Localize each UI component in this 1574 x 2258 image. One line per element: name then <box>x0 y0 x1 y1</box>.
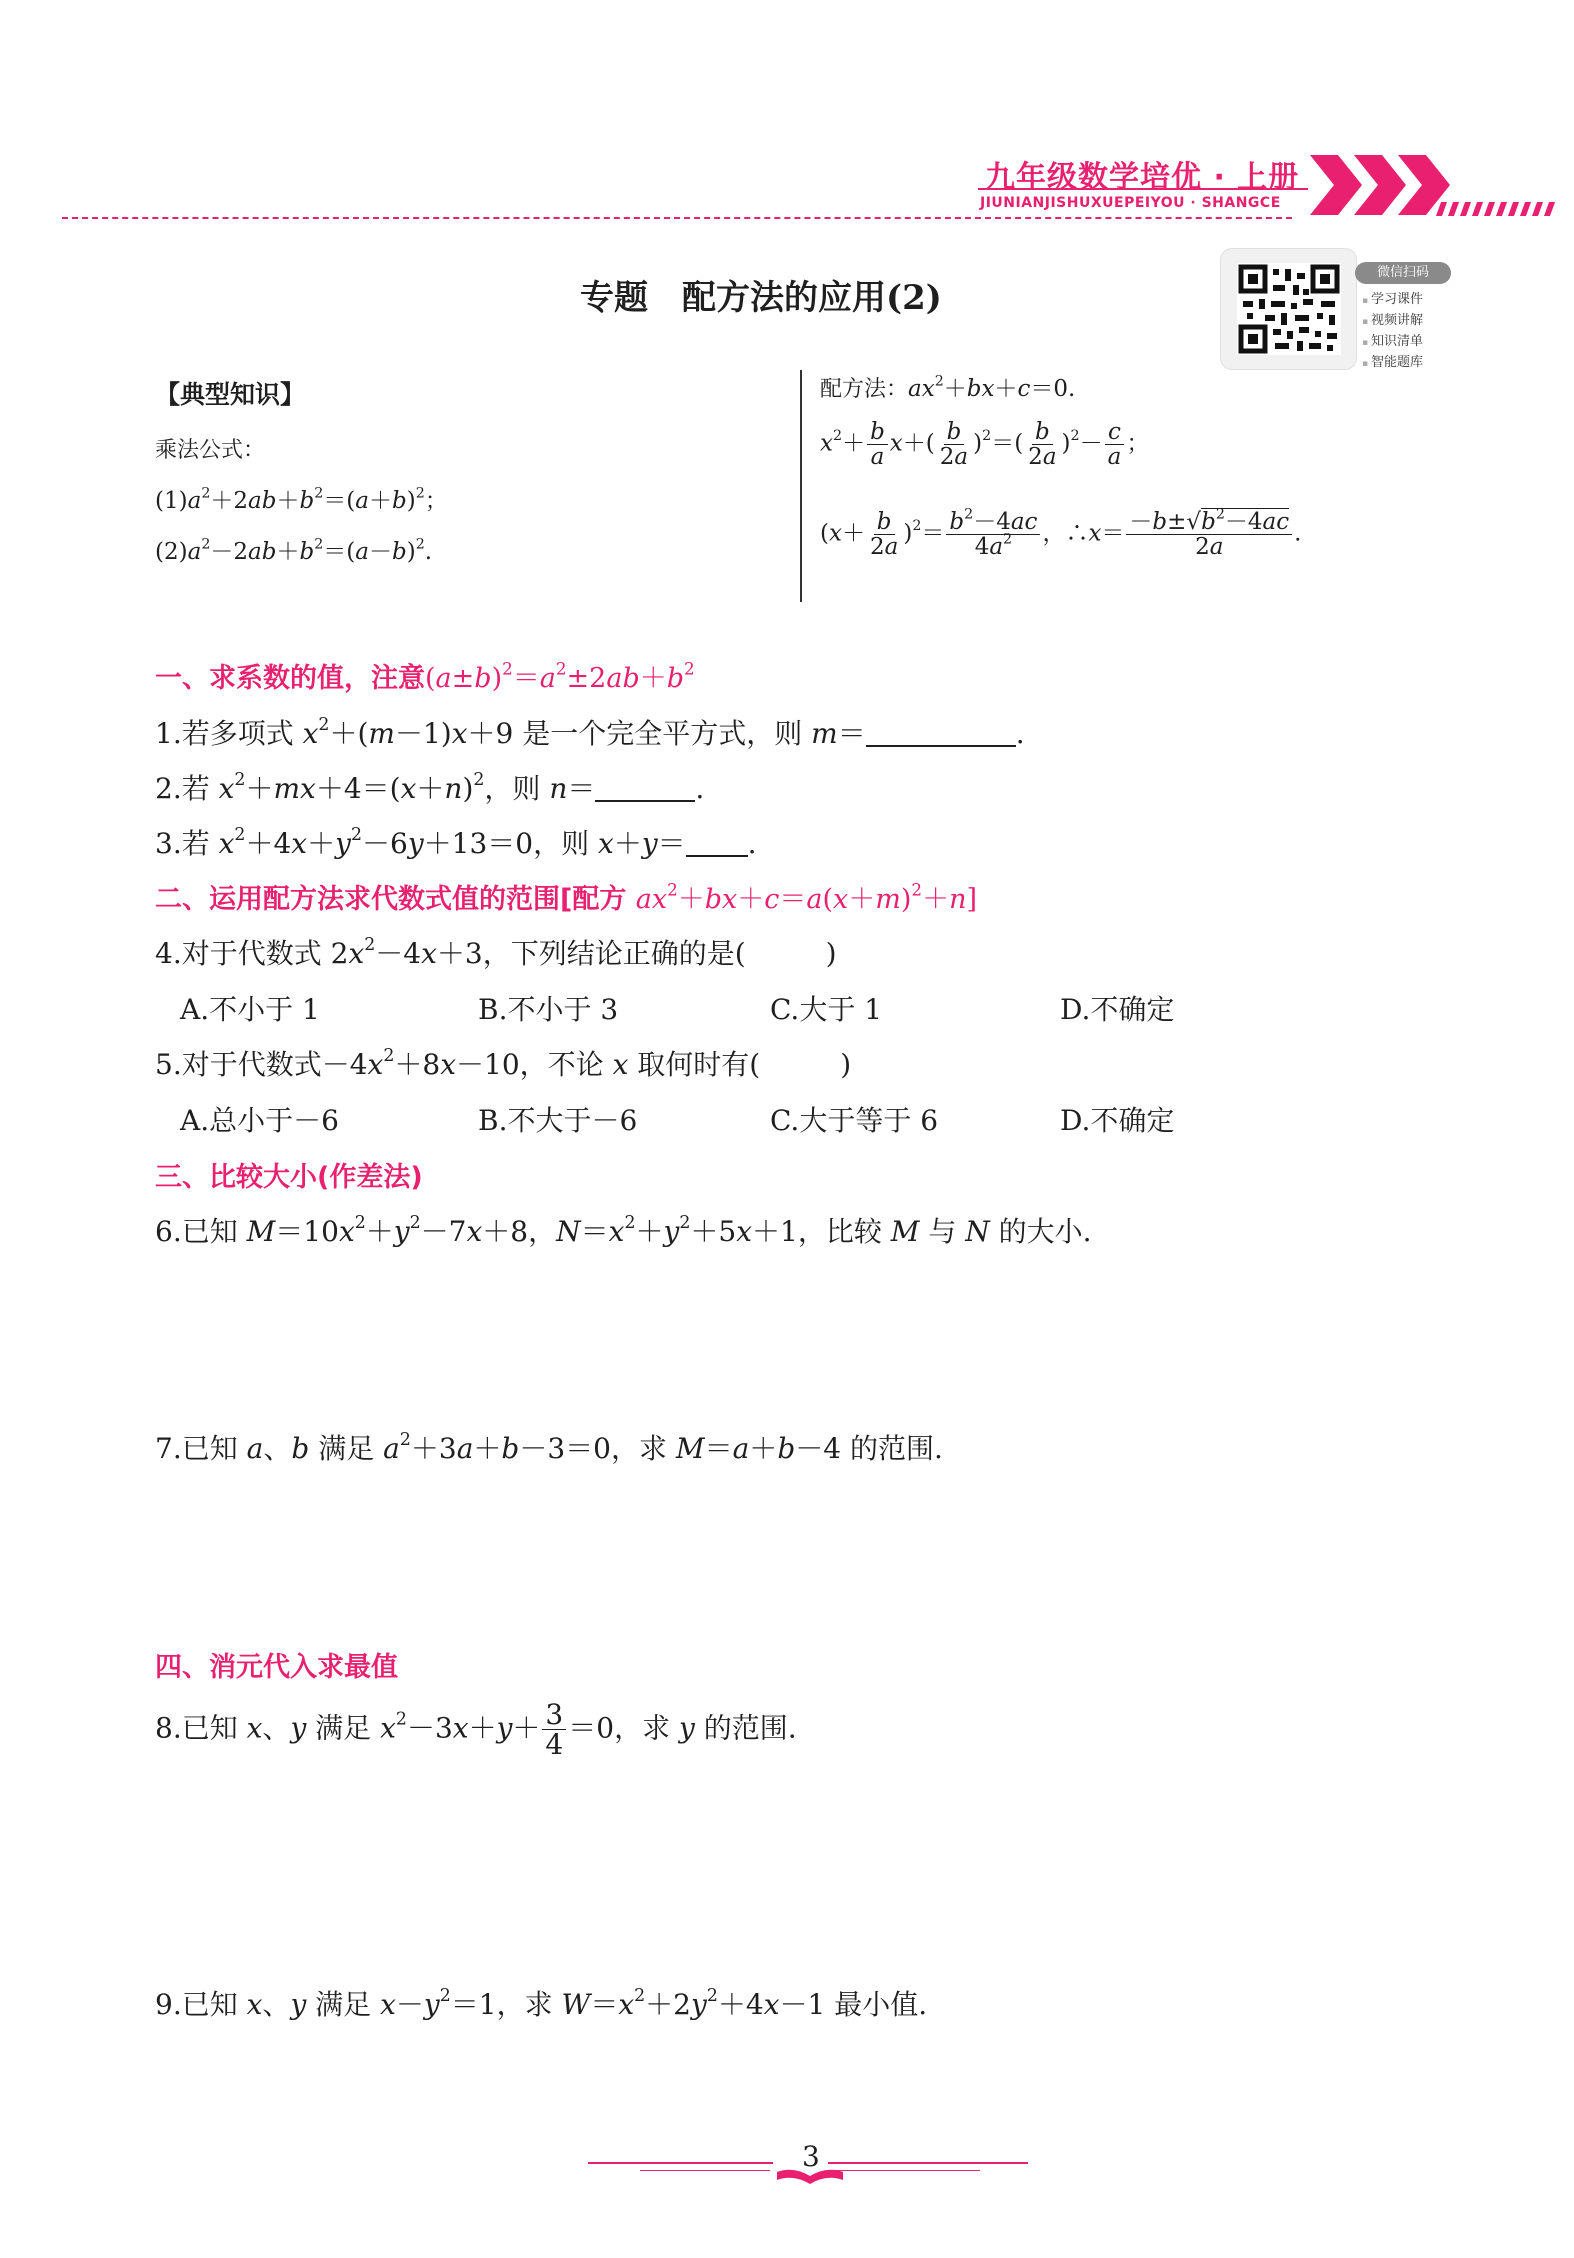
section-2-heading: 二、运用配方法求代数式值的范围[配方 $ax^2+bx+c=a(x+m)^2+n$] <box>155 879 978 915</box>
q8-text-c: ，求 <box>614 1711 671 1745</box>
q5-option-b[interactable]: B.不大于－6 <box>478 1104 638 1137</box>
q7-text-c: ，求 <box>610 1432 667 1465</box>
header-underline <box>978 188 1308 190</box>
qr-item: ▪ 学习课件 <box>1362 290 1423 311</box>
question-5: 5.对于代数式$-4x^2+8x-10$，不论 x 取何时有( ) <box>155 1045 852 1081</box>
multiplication-formulas <box>155 425 448 578</box>
q6-text-a: 6.已知 <box>155 1215 238 1248</box>
question-1: 1.若多项式 $x^2+(m-1)x+9$ 是一个完全平方式，则 m＝ . <box>155 714 1025 750</box>
method-line-2: $x^2+$ $\frac{b}{a}$ x＋( $\frac{b}{2a}$ )$^2$＝( $\frac{b}{2a}$ )$^2$－ $\frac{c}{a}$ ； <box>820 419 1150 471</box>
q4-text-b: ，下列结论正确的是( <box>482 937 746 970</box>
q9-text-c: ，求 <box>496 1988 553 2021</box>
q9-text-a: 9.已知 <box>155 1988 238 2021</box>
section-1-heading: 一、求系数的值，注意$(a\pm b)^2=a^2\pm 2ab+b^2$ <box>155 658 695 694</box>
q3-text-b: ，则 <box>533 827 590 860</box>
header-dashed-line <box>62 217 1292 219</box>
q3-text-a: 3.若 <box>155 827 210 860</box>
q6-text-b: ，比较 <box>797 1215 882 1248</box>
q1-answer-blank[interactable] <box>866 717 1016 747</box>
q4-option-b[interactable]: B.不小于 3 <box>478 993 619 1026</box>
footer-line <box>640 2170 770 2171</box>
formula-2: $(2)a^2-2ab+b^2=(a-b)^2$. <box>155 536 433 565</box>
method-label: 配方法： <box>820 377 909 402</box>
section-4-heading: 四、消元代入求最值 <box>155 1652 398 1683</box>
q5-option-d[interactable]: D.不确定 <box>1060 1104 1175 1137</box>
book-icon <box>775 2166 845 2190</box>
page-title: 专题 配方法的应用(2) <box>580 278 942 318</box>
question-9: 9.已知 x、y 满足 $x-y^2=1$，求 $W=x^2+2y^2+4x-1$ 最小值. <box>155 1985 928 2021</box>
q4-option-d[interactable]: D.不确定 <box>1060 993 1175 1026</box>
q2-text-b: ，则 <box>484 772 541 805</box>
qr-feature-list <box>1362 290 1423 374</box>
q5-option-a[interactable]: A.总小于－6 <box>180 1104 339 1137</box>
question-6: 6.已知 $M=10x^2+y^2-7x+8$，$N=x^2+y^2+5x+1$，比较 M 与 N 的大小. <box>155 1212 1092 1248</box>
qr-item: ▪ 智能题库 <box>1362 353 1423 374</box>
knowledge-heading: 【典型知识】 <box>155 380 306 409</box>
qr-code-frame[interactable] <box>1220 248 1357 370</box>
q5-text-b: ，不论 <box>519 1048 604 1081</box>
q9-text-d: 最小值. <box>834 1988 928 2021</box>
q6-text-c: 与 <box>928 1215 957 1248</box>
section-1-label: 一、求系数的值，注意 <box>155 663 425 694</box>
q4-option-a[interactable]: A.不小于 1 <box>180 993 320 1026</box>
q4-option-c[interactable]: C.大于 1 <box>770 993 883 1026</box>
footer-line <box>830 2170 980 2171</box>
qr-item: ▪ 视频讲解 <box>1362 311 1423 332</box>
q2-answer-blank[interactable] <box>595 772 695 802</box>
question-4: 4.对于代数式 $2x^2-4x+3$，下列结论正确的是( ) <box>155 934 837 970</box>
header-subtitle: JIUNIANJISHUXUEPEIYOU · SHANGCE <box>980 195 1281 211</box>
method-line-3: (x＋ $\frac{b}{2a}$ )$^2$＝ $\frac{b^2-4ac}{4a^2}$ ，∴x＝ $\frac{-b\pm√b^2-4ac}{2a}$ . <box>820 506 1302 561</box>
q3-answer-blank[interactable] <box>686 827 748 857</box>
q1-text-b: 是一个完全平方式，则 <box>522 717 803 750</box>
q5-text: 5.对于代数式 <box>155 1048 322 1081</box>
q4-text: 4.对于代数式 <box>155 937 322 970</box>
method-line-1: 配方法：$ax^2+bx+c=0$. <box>820 373 1076 402</box>
q1-text-a: 1.若多项式 <box>155 717 294 750</box>
question-8: 8.已知 x、y 满足 $x^2-3x+y+$ $\frac{3}{4}$ ＝0，求 y 的范围. <box>155 1698 797 1762</box>
q7-text-b: 满足 <box>318 1432 375 1465</box>
knowledge-divider <box>800 370 802 602</box>
section-3-heading: 三、比较大小(作差法) <box>155 1162 423 1193</box>
q8-text-a: 8.已知 <box>155 1711 238 1745</box>
q8-text-d: 的范围. <box>703 1711 797 1745</box>
q6-text-d: 的大小. <box>998 1215 1092 1248</box>
qr-scan-tag: 微信扫码 <box>1355 262 1451 284</box>
question-2: 2.若 $x^2+mx+4=(x+n)^2$，则 n＝ . <box>155 769 705 805</box>
header-chevron-icon <box>1310 150 1574 220</box>
footer-line <box>828 2162 1028 2164</box>
q5-text-c: 取何时有( <box>637 1048 761 1081</box>
header-title: 九年级数学培优 · 上册 <box>985 160 1300 195</box>
q5-option-c[interactable]: C.大于等于 6 <box>770 1104 939 1137</box>
section-2-label: 二、运用配方法求代数式值的范围[配方 <box>155 884 627 915</box>
question-7: 7.已知 a、b 满足 $a^2+3a+b-3=0$，求 M＝a＋b－4 的范围. <box>155 1429 943 1465</box>
q8-text-b: 满足 <box>315 1711 372 1745</box>
q9-text-b: 满足 <box>315 1988 372 2021</box>
q2-text-a: 2.若 <box>155 772 210 805</box>
q7-text-a: 7.已知 <box>155 1432 238 1465</box>
q7-text-d: 的范围. <box>849 1432 943 1465</box>
qr-code-icon <box>1237 263 1341 355</box>
formula-label: 乘法公式： <box>155 438 266 463</box>
question-3: 3.若 $x^2+4x+y^2-6y+13=0$，则 x＋y＝ . <box>155 824 757 860</box>
formula-1: $(1)a^2+2ab+b^2=(a+b)^2$； <box>155 485 448 514</box>
page-number: 3 <box>802 2140 820 2173</box>
qr-item: ▪ 知识清单 <box>1362 332 1423 353</box>
footer-line <box>588 2162 773 2164</box>
